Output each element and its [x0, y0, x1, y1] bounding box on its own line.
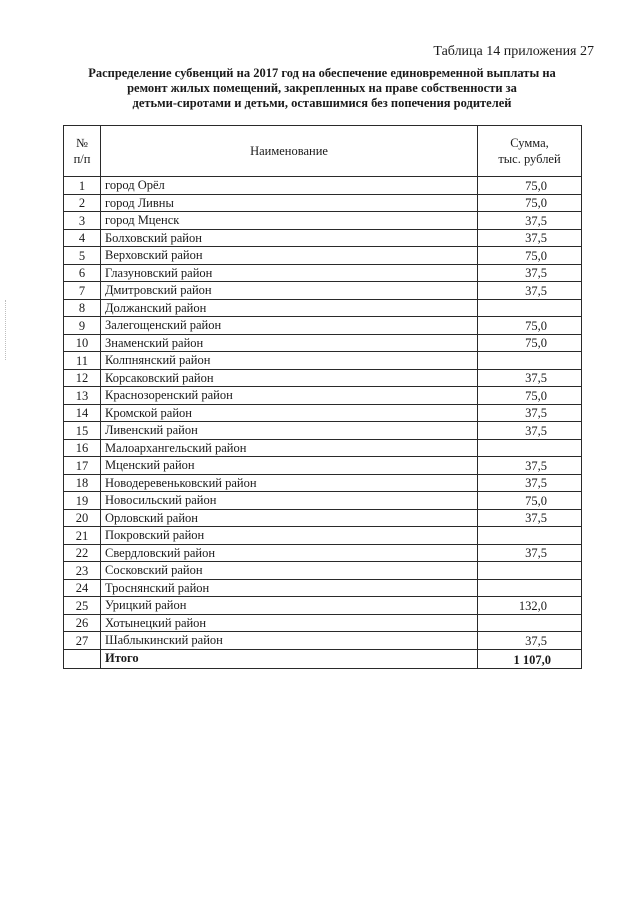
table-row [64, 597, 582, 615]
row-name: Новодеревеньковский район [101, 474, 478, 492]
total-row [64, 649, 582, 668]
header-number-line: № [76, 136, 88, 150]
table-row [64, 194, 582, 212]
table-row [64, 614, 582, 632]
row-name: Ливенский район [101, 422, 478, 440]
row-name: Знаменский район [101, 334, 478, 352]
table-row [64, 334, 582, 352]
table-row [64, 527, 582, 545]
header-name: Наименование [101, 126, 478, 177]
row-name: Покровский район [101, 527, 478, 545]
row-number: 14 [64, 404, 101, 422]
row-name: Хотынецкий район [101, 614, 478, 632]
header-sum-line: Сумма, [510, 136, 549, 150]
total-number-cell [64, 649, 101, 668]
row-name: Дмитровский район [101, 282, 478, 300]
table-row [64, 492, 582, 510]
row-number: 8 [64, 299, 101, 317]
row-sum: 37,5 [478, 509, 582, 527]
document-title [62, 66, 582, 111]
row-sum: 37,5 [478, 474, 582, 492]
header-number-line: п/п [73, 152, 91, 166]
table-row [64, 632, 582, 650]
table-row [64, 317, 582, 335]
row-name: Колпнянский район [101, 352, 478, 370]
row-sum: 75,0 [478, 177, 582, 195]
subsidy-table [63, 125, 582, 669]
row-name: Краснозоренский район [101, 387, 478, 405]
row-name: Мценский район [101, 457, 478, 475]
table-row [64, 422, 582, 440]
header-sum-line: тыс. рублей [498, 152, 561, 166]
header-number [64, 126, 101, 177]
row-name: город Ливны [101, 194, 478, 212]
table-row [64, 299, 582, 317]
row-number: 17 [64, 457, 101, 475]
table-row [64, 352, 582, 370]
table-row [64, 457, 582, 475]
header-sum [478, 126, 582, 177]
row-name: Урицкий район [101, 597, 478, 615]
table-row [64, 369, 582, 387]
row-number: 23 [64, 562, 101, 580]
table-row [64, 509, 582, 527]
row-number: 20 [64, 509, 101, 527]
row-name: Малоархангельский район [101, 439, 478, 457]
row-number: 11 [64, 352, 101, 370]
row-sum [478, 299, 582, 317]
table-row [64, 229, 582, 247]
title-line: ремонт жилых помещений, закрепленных на праве собственности за [127, 81, 517, 95]
row-name: город Мценск [101, 212, 478, 230]
row-sum: 75,0 [478, 492, 582, 510]
table-row [64, 544, 582, 562]
row-sum: 37,5 [478, 422, 582, 440]
row-sum: 75,0 [478, 247, 582, 265]
row-name: Шаблыкинский район [101, 632, 478, 650]
table-caption: Таблица 14 приложения 27 [433, 44, 594, 59]
row-number: 4 [64, 229, 101, 247]
row-number: 21 [64, 527, 101, 545]
row-name: Новосильский район [101, 492, 478, 510]
table-row [64, 579, 582, 597]
table-row [64, 212, 582, 230]
table-row [64, 562, 582, 580]
table-row [64, 387, 582, 405]
row-number: 25 [64, 597, 101, 615]
table-row [64, 404, 582, 422]
row-name: Орловский район [101, 509, 478, 527]
row-name: Кромской район [101, 404, 478, 422]
row-name: Верховский район [101, 247, 478, 265]
row-number: 13 [64, 387, 101, 405]
table-header-row [64, 126, 582, 177]
row-sum [478, 562, 582, 580]
row-number: 19 [64, 492, 101, 510]
total-label: Итого [101, 649, 478, 668]
row-name: город Орёл [101, 177, 478, 195]
table-row [64, 282, 582, 300]
row-name: Сосковский район [101, 562, 478, 580]
row-number: 2 [64, 194, 101, 212]
table-body [64, 177, 582, 650]
table-row [64, 247, 582, 265]
row-name: Троснянский район [101, 579, 478, 597]
row-name: Глазуновский район [101, 264, 478, 282]
scan-margin-mark [5, 300, 6, 360]
row-number: 18 [64, 474, 101, 492]
row-number: 7 [64, 282, 101, 300]
table-row [64, 474, 582, 492]
row-sum: 75,0 [478, 334, 582, 352]
row-number: 16 [64, 439, 101, 457]
row-name: Корсаковский район [101, 369, 478, 387]
row-sum: 37,5 [478, 282, 582, 300]
row-sum: 75,0 [478, 387, 582, 405]
row-number: 12 [64, 369, 101, 387]
row-sum: 37,5 [478, 264, 582, 282]
row-name: Должанский район [101, 299, 478, 317]
row-sum: 132,0 [478, 597, 582, 615]
total-sum: 1 107,0 [478, 649, 582, 668]
row-number: 26 [64, 614, 101, 632]
row-sum: 75,0 [478, 194, 582, 212]
title-line: детьми-сиротами и детьми, оставшимися без попечения родителей [132, 96, 512, 110]
row-number: 6 [64, 264, 101, 282]
row-sum: 37,5 [478, 229, 582, 247]
row-number: 9 [64, 317, 101, 335]
table-row [64, 264, 582, 282]
row-number: 3 [64, 212, 101, 230]
row-name: Болховский район [101, 229, 478, 247]
row-number: 24 [64, 579, 101, 597]
row-number: 10 [64, 334, 101, 352]
row-sum [478, 439, 582, 457]
row-sum [478, 614, 582, 632]
row-sum: 37,5 [478, 457, 582, 475]
row-number: 15 [64, 422, 101, 440]
row-sum: 75,0 [478, 317, 582, 335]
row-sum [478, 352, 582, 370]
row-name: Залегощенский район [101, 317, 478, 335]
table-row [64, 177, 582, 195]
table-row [64, 439, 582, 457]
row-sum [478, 579, 582, 597]
row-name: Свердловский район [101, 544, 478, 562]
row-number: 1 [64, 177, 101, 195]
row-sum: 37,5 [478, 632, 582, 650]
row-sum: 37,5 [478, 369, 582, 387]
row-sum: 37,5 [478, 404, 582, 422]
row-sum: 37,5 [478, 212, 582, 230]
row-sum [478, 527, 582, 545]
row-sum: 37,5 [478, 544, 582, 562]
row-number: 5 [64, 247, 101, 265]
row-number: 27 [64, 632, 101, 650]
row-number: 22 [64, 544, 101, 562]
title-line: Распределение субвенций на 2017 год на обеспечение единовременной выплаты на [88, 66, 556, 80]
